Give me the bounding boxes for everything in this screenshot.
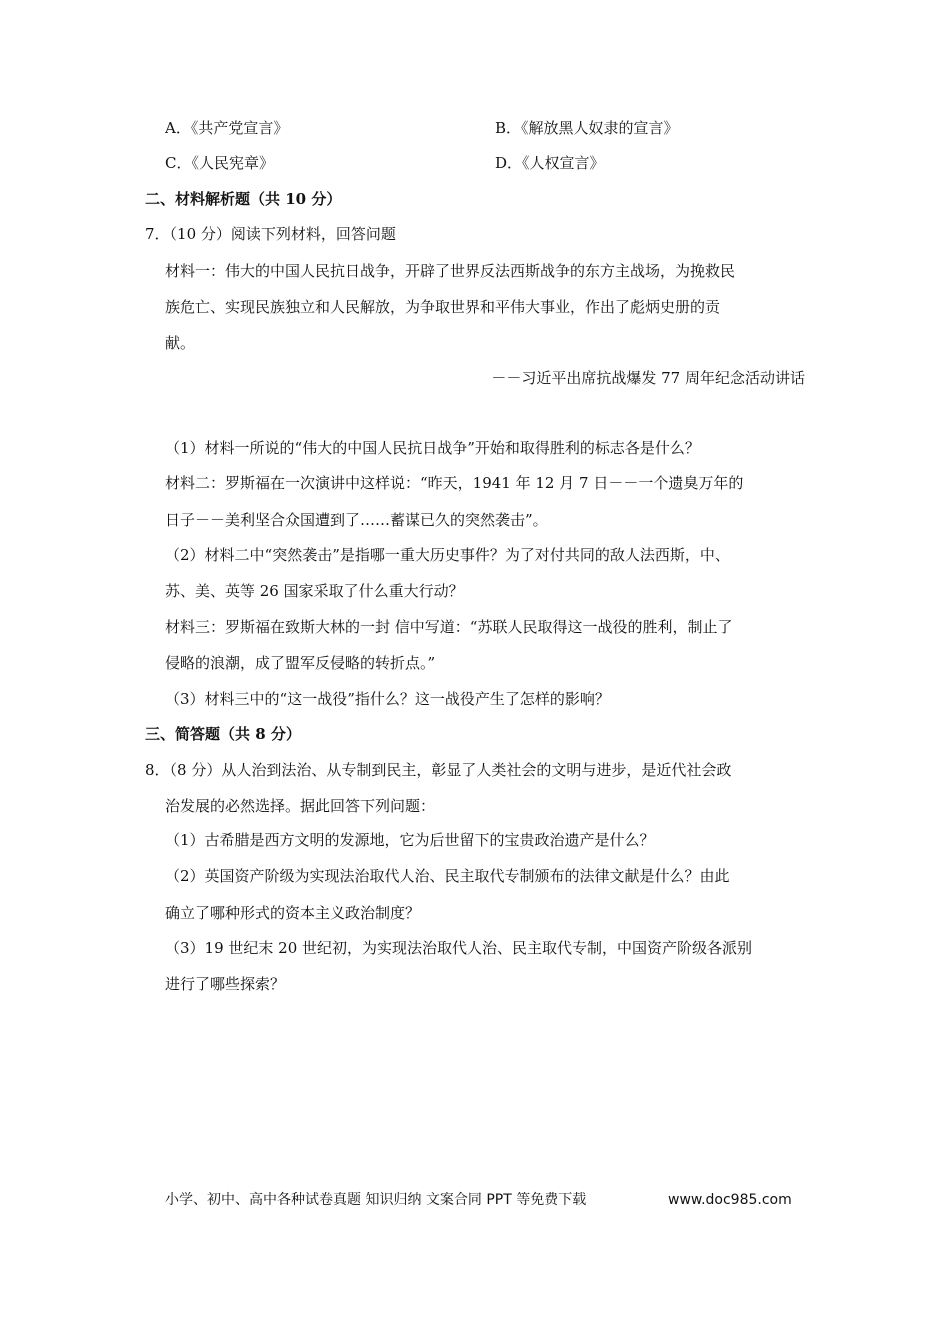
question-7-part-1: （1）材料一所说的“伟大的中国人民抗日战争”开始和取得胜利的标志各是什么？ bbox=[165, 439, 700, 457]
footer-text: 小学、初中、高中各种试卷真题 知识归纳 文案合同 PPT 等免费下载 bbox=[165, 1192, 587, 1208]
question-8-part-3-line-1: （3）19 世纪末 20 世纪初，为实现法治取代人治、民主取代专制，中国资产阶级各派别 bbox=[165, 939, 753, 957]
question-7-part-3: （3）材料三中的“这一战役”指什么？这一战役产生了怎样的影响？ bbox=[165, 690, 610, 708]
option-a: A．《共产党宣言》 bbox=[165, 119, 289, 137]
question-8-part-3-line-2: 进行了哪些探索？ bbox=[165, 975, 286, 993]
question-7-part-2-line-1: （2）材料二中“突然袭击”是指哪一重大历史事件？为了对付共同的敌人法西斯，中、 bbox=[165, 546, 730, 564]
footer-site: www.doc985.com bbox=[668, 1192, 792, 1208]
option-c: C．《人民宪章》 bbox=[165, 154, 274, 172]
question-7-stem: 7．（10 分）阅读下列材料，回答问题 bbox=[145, 225, 396, 243]
question-8-stem-line-1: 8．（8 分）从人治到法治、从专制到民主，彰显了人类社会的文明与进步，是近代社会政 bbox=[145, 761, 732, 779]
question-8-part-1: （1）古希腊是西方文明的发源地，它为后世留下的宝贵政治遗产是什么？ bbox=[165, 831, 655, 849]
question-8-part-2-line-2: 确立了哪种形式的资本主义政治制度？ bbox=[165, 904, 421, 922]
material-1-line-1: 材料一：伟大的中国人民抗日战争，开辟了世界反法西斯战争的东方主战场，为挽救民 bbox=[165, 262, 736, 280]
material-3-line-1: 材料三：罗斯福在致斯大林的一封 信中写道：“苏联人民取得这一战役的胜利，制止了 bbox=[165, 618, 733, 636]
section-2-title: 二、材料解析题（共 10 分） bbox=[145, 190, 342, 208]
question-8-stem-line-2: 治发展的必然选择。据此回答下列问题： bbox=[165, 797, 436, 815]
material-2-line-1: 材料二：罗斯福在一次演讲中这样说：“昨天，1941 年 12 月 7 日－－一个遗臭万年的 bbox=[165, 474, 744, 492]
option-d: D．《人权宣言》 bbox=[495, 154, 605, 172]
material-1-line-3: 献。 bbox=[165, 334, 196, 352]
question-7-part-2-line-2: 苏、美、英等 26 国家采取了什么重大行动？ bbox=[165, 582, 464, 600]
material-3-line-2: 侵略的浪潮，成了盟军反侵略的转折点。” bbox=[165, 654, 436, 672]
material-2-line-2: 日子－－美利坚合众国遭到了……蓄谋已久的突然袭击”。 bbox=[165, 511, 548, 529]
option-b: B．《解放黑人奴隶的宣言》 bbox=[495, 119, 679, 137]
material-1-line-2: 族危亡、实现民族独立和人民解放，为争取世界和平伟大事业，作出了彪炳史册的贡 bbox=[165, 298, 721, 316]
section-3-title: 三、简答题（共 8 分） bbox=[145, 725, 301, 743]
question-8-part-2-line-1: （2）英国资产阶级为实现法治取代人治、民主取代专制颁布的法律文献是什么？由此 bbox=[165, 867, 730, 885]
material-1-source: －－习近平出席抗战爆发 77 周年纪念活动讲话 bbox=[491, 369, 805, 387]
